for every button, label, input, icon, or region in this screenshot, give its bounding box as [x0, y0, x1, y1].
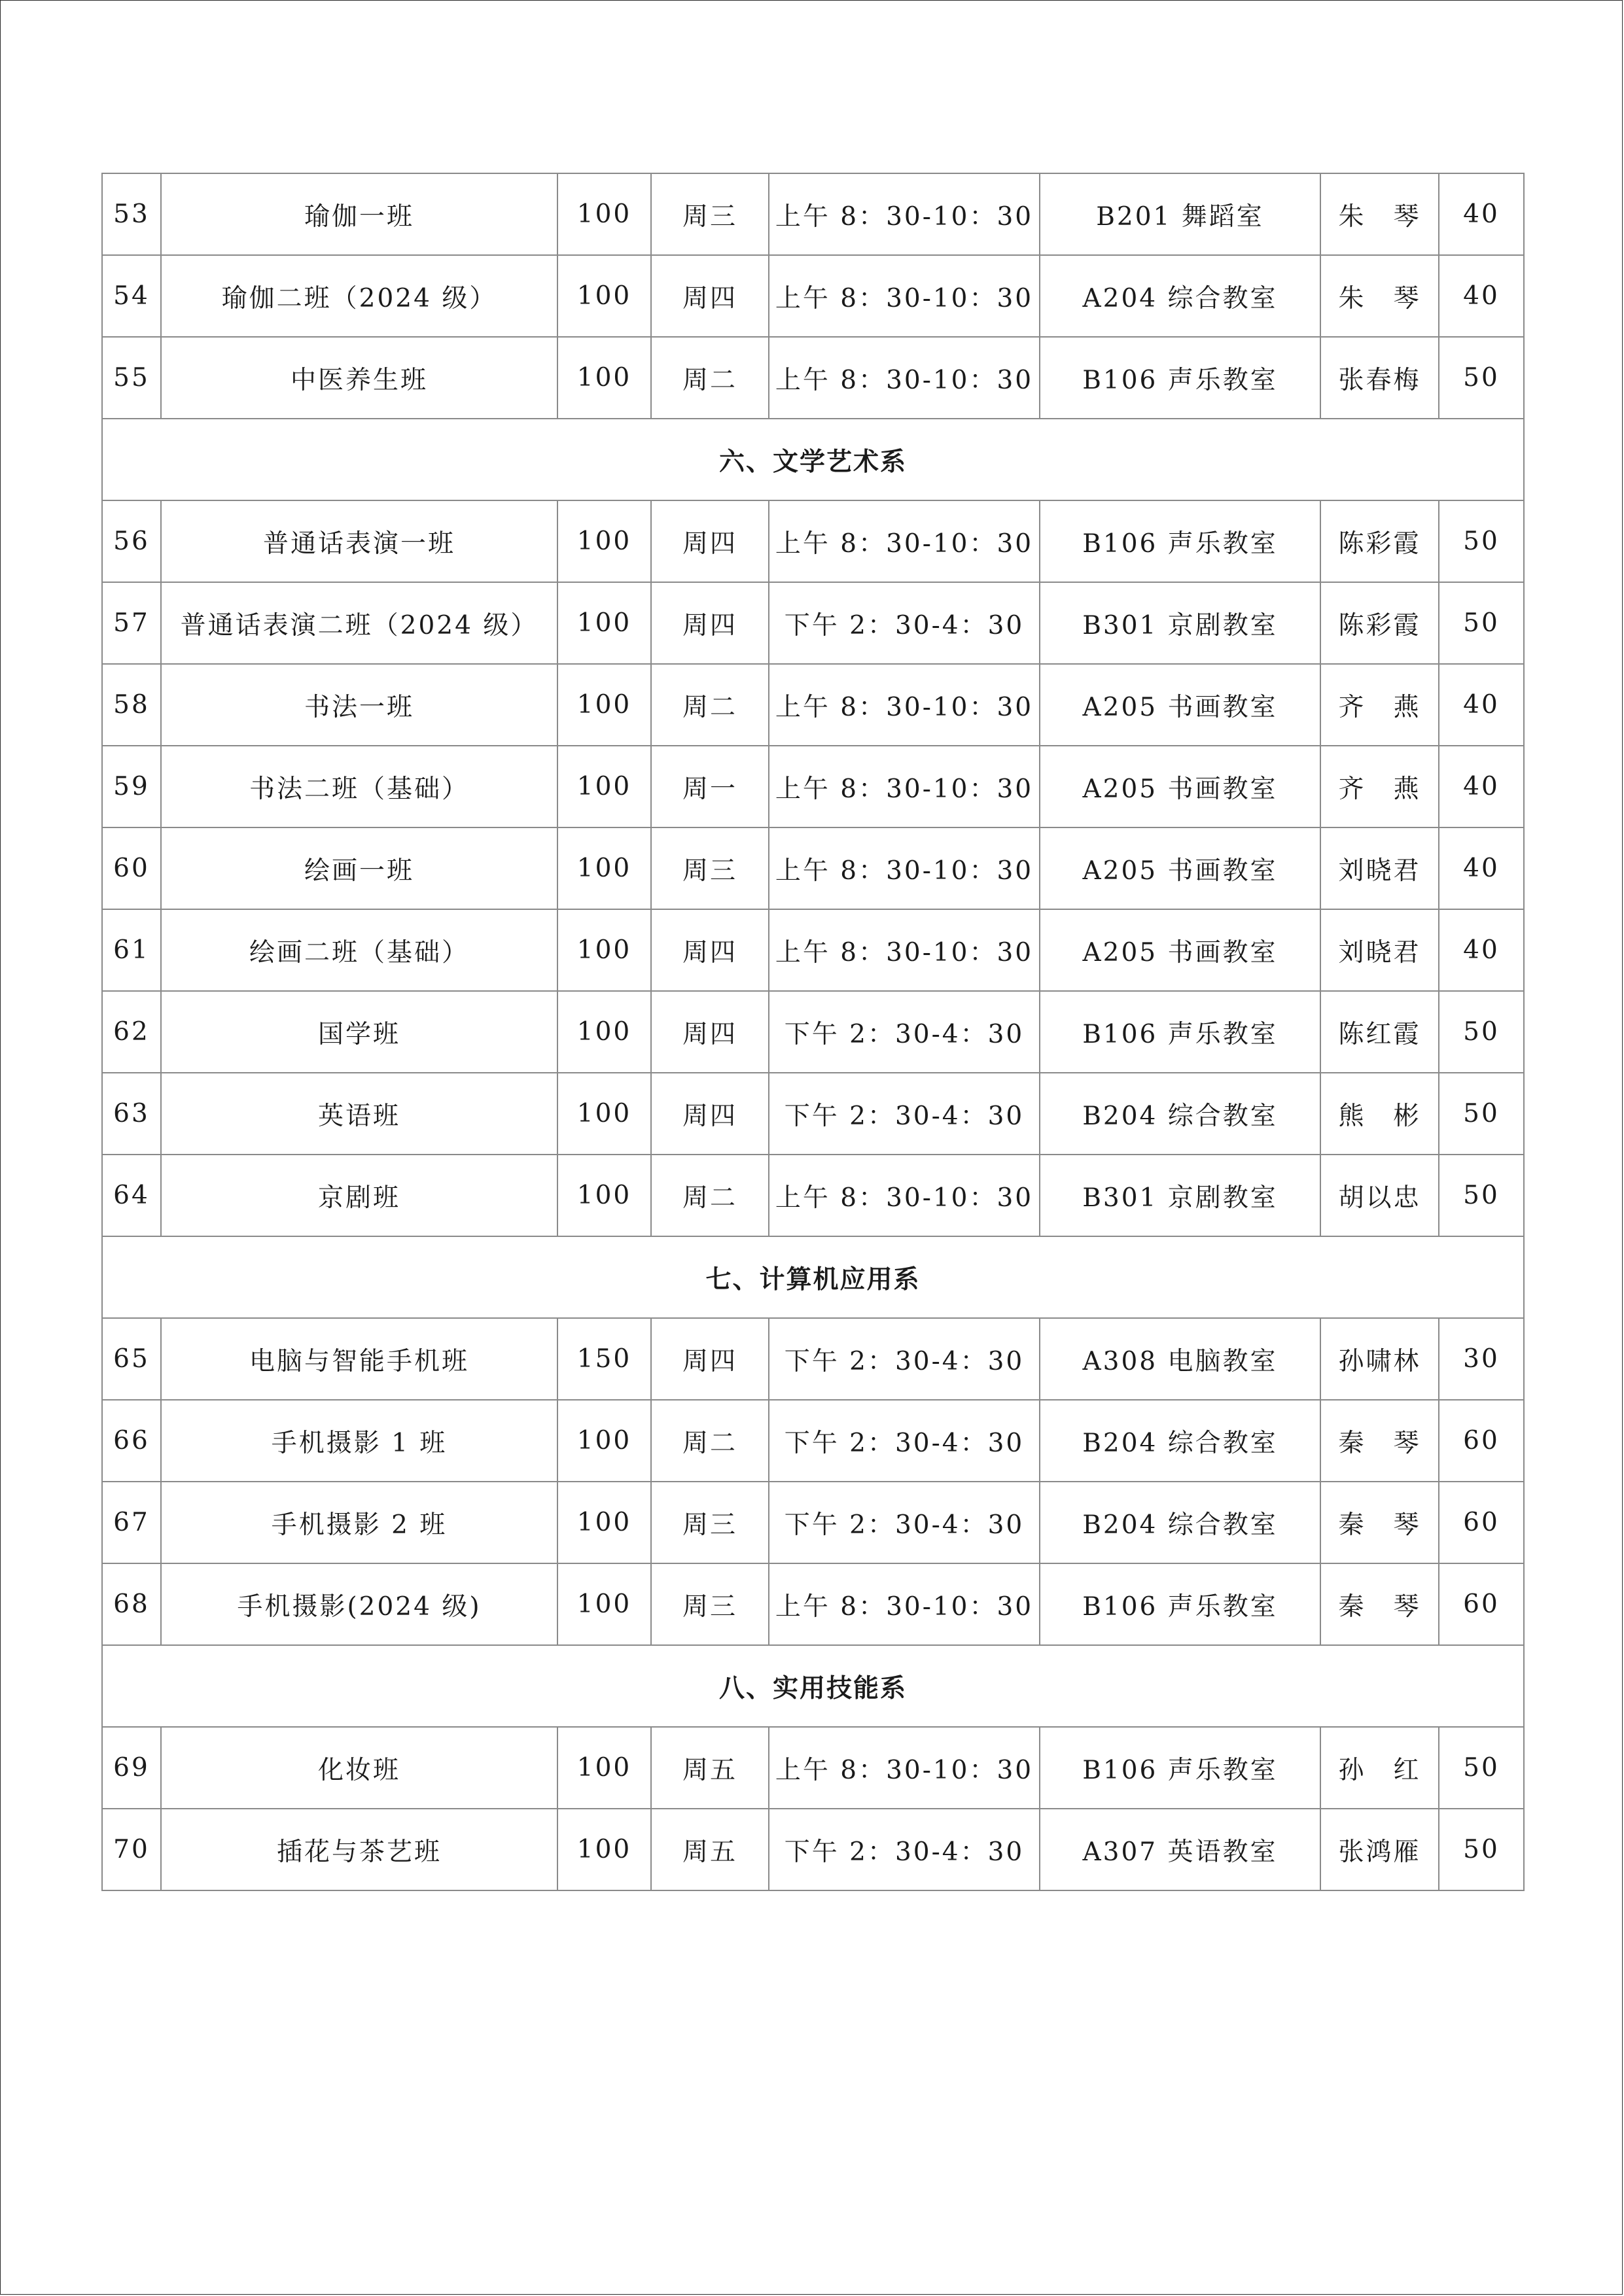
- course-row: [102, 1073, 1524, 1155]
- course-fee-cell: 100: [557, 1482, 651, 1563]
- course-time-cell: 下午 2：30-4：30: [769, 1073, 1040, 1155]
- course-fee-cell: 150: [557, 1318, 651, 1400]
- course-day-cell: 周一: [651, 746, 769, 827]
- course-row: [102, 1482, 1524, 1563]
- course-day-cell: 周三: [651, 173, 769, 255]
- course-teacher-cell: 孙 红: [1320, 1727, 1439, 1809]
- course-fee-cell: 100: [557, 1563, 651, 1645]
- course-teacher-cell: 刘晓君: [1320, 909, 1439, 991]
- course-teacher-cell: 朱 琴: [1320, 173, 1439, 255]
- course-day-cell: 周三: [651, 827, 769, 909]
- course-capacity-cell: 50: [1439, 500, 1524, 582]
- course-fee-cell: 100: [557, 1073, 651, 1155]
- course-room-cell: B301 京剧教室: [1040, 582, 1320, 664]
- course-row: [102, 337, 1524, 419]
- course-name-cell: 手机摄影 2 班: [161, 1482, 557, 1563]
- course-room-cell: B106 声乐教室: [1040, 337, 1320, 419]
- course-day-cell: 周二: [651, 1155, 769, 1236]
- course-teacher-cell: 齐 燕: [1320, 664, 1439, 746]
- course-day-cell: 周三: [651, 1482, 769, 1563]
- course-teacher-cell: 秦 琴: [1320, 1400, 1439, 1482]
- course-number-cell: 65: [102, 1318, 161, 1400]
- course-row: [102, 500, 1524, 582]
- course-number-cell: 62: [102, 991, 161, 1073]
- course-capacity-cell: 50: [1439, 337, 1524, 419]
- course-time-cell: 上午 8：30-10：30: [769, 500, 1040, 582]
- course-row: [102, 1400, 1524, 1482]
- course-number-cell: 55: [102, 337, 161, 419]
- course-name-cell: 插花与茶艺班: [161, 1809, 557, 1890]
- course-name-cell: 普通话表演二班（2024 级）: [161, 582, 557, 664]
- course-room-cell: B106 声乐教室: [1040, 1727, 1320, 1809]
- course-teacher-cell: 刘晓君: [1320, 827, 1439, 909]
- course-time-cell: 上午 8：30-10：30: [769, 664, 1040, 746]
- course-name-cell: 国学班: [161, 991, 557, 1073]
- course-fee-cell: 100: [557, 1400, 651, 1482]
- course-row: [102, 1563, 1524, 1645]
- course-room-cell: A307 英语教室: [1040, 1809, 1320, 1890]
- course-room-cell: A205 书画教室: [1040, 827, 1320, 909]
- course-capacity-cell: 50: [1439, 582, 1524, 664]
- course-room-cell: B106 声乐教室: [1040, 500, 1320, 582]
- course-capacity-cell: 60: [1439, 1482, 1524, 1563]
- course-fee-cell: 100: [557, 173, 651, 255]
- course-number-cell: 56: [102, 500, 161, 582]
- course-fee-cell: 100: [557, 1155, 651, 1236]
- course-name-cell: 电脑与智能手机班: [161, 1318, 557, 1400]
- course-time-cell: 下午 2：30-4：30: [769, 1482, 1040, 1563]
- course-time-cell: 上午 8：30-10：30: [769, 909, 1040, 991]
- course-row: [102, 746, 1524, 827]
- course-row: [102, 173, 1524, 255]
- course-teacher-cell: 胡以忠: [1320, 1155, 1439, 1236]
- course-name-cell: 绘画一班: [161, 827, 557, 909]
- course-capacity-cell: 40: [1439, 827, 1524, 909]
- course-fee-cell: 100: [557, 500, 651, 582]
- course-number-cell: 60: [102, 827, 161, 909]
- course-time-cell: 下午 2：30-4：30: [769, 1400, 1040, 1482]
- course-name-cell: 绘画二班（基础）: [161, 909, 557, 991]
- course-time-cell: 上午 8：30-10：30: [769, 173, 1040, 255]
- course-name-cell: 化妆班: [161, 1727, 557, 1809]
- course-room-cell: B204 综合教室: [1040, 1482, 1320, 1563]
- section-header-row: [102, 419, 1524, 500]
- course-fee-cell: 100: [557, 255, 651, 337]
- course-day-cell: 周四: [651, 582, 769, 664]
- course-capacity-cell: 40: [1439, 746, 1524, 827]
- course-capacity-cell: 30: [1439, 1318, 1524, 1400]
- course-day-cell: 周二: [651, 337, 769, 419]
- course-teacher-cell: 朱 琴: [1320, 255, 1439, 337]
- course-number-cell: 58: [102, 664, 161, 746]
- course-name-cell: 普通话表演一班: [161, 500, 557, 582]
- course-time-cell: 下午 2：30-4：30: [769, 1318, 1040, 1400]
- course-name-cell: 中医养生班: [161, 337, 557, 419]
- course-room-cell: A308 电脑教室: [1040, 1318, 1320, 1400]
- course-row: [102, 582, 1524, 664]
- course-capacity-cell: 40: [1439, 255, 1524, 337]
- course-row: [102, 909, 1524, 991]
- course-teacher-cell: 张春梅: [1320, 337, 1439, 419]
- course-number-cell: 54: [102, 255, 161, 337]
- course-fee-cell: 100: [557, 1809, 651, 1890]
- course-room-cell: A205 书画教室: [1040, 909, 1320, 991]
- course-number-cell: 68: [102, 1563, 161, 1645]
- course-number-cell: 67: [102, 1482, 161, 1563]
- section-header-row: [102, 1236, 1524, 1318]
- course-teacher-cell: 张鸿雁: [1320, 1809, 1439, 1890]
- course-room-cell: B106 声乐教室: [1040, 1563, 1320, 1645]
- course-fee-cell: 100: [557, 991, 651, 1073]
- course-time-cell: 上午 8：30-10：30: [769, 255, 1040, 337]
- course-capacity-cell: 50: [1439, 1727, 1524, 1809]
- course-teacher-cell: 陈红霞: [1320, 991, 1439, 1073]
- course-name-cell: 瑜伽一班: [161, 173, 557, 255]
- section-title: 八、实用技能系: [102, 1645, 1524, 1727]
- course-row: [102, 1155, 1524, 1236]
- course-day-cell: 周四: [651, 1073, 769, 1155]
- course-day-cell: 周五: [651, 1727, 769, 1809]
- course-name-cell: 英语班: [161, 1073, 557, 1155]
- course-fee-cell: 100: [557, 827, 651, 909]
- course-schedule-body: [102, 173, 1524, 1890]
- course-teacher-cell: 孙啸林: [1320, 1318, 1439, 1400]
- course-row: [102, 1809, 1524, 1890]
- course-fee-cell: 100: [557, 909, 651, 991]
- course-name-cell: 手机摄影 1 班: [161, 1400, 557, 1482]
- course-teacher-cell: 陈彩霞: [1320, 500, 1439, 582]
- course-room-cell: A205 书画教室: [1040, 664, 1320, 746]
- course-time-cell: 上午 8：30-10：30: [769, 1155, 1040, 1236]
- course-time-cell: 上午 8：30-10：30: [769, 1563, 1040, 1645]
- course-capacity-cell: 50: [1439, 991, 1524, 1073]
- course-day-cell: 周四: [651, 991, 769, 1073]
- course-day-cell: 周四: [651, 500, 769, 582]
- course-number-cell: 66: [102, 1400, 161, 1482]
- course-number-cell: 53: [102, 173, 161, 255]
- section-header-row: [102, 1645, 1524, 1727]
- course-capacity-cell: 60: [1439, 1563, 1524, 1645]
- course-fee-cell: 100: [557, 337, 651, 419]
- course-name-cell: 书法二班（基础）: [161, 746, 557, 827]
- course-time-cell: 下午 2：30-4：30: [769, 1809, 1040, 1890]
- course-capacity-cell: 50: [1439, 1155, 1524, 1236]
- course-capacity-cell: 50: [1439, 1073, 1524, 1155]
- course-room-cell: B204 综合教室: [1040, 1073, 1320, 1155]
- course-teacher-cell: 秦 琴: [1320, 1482, 1439, 1563]
- course-teacher-cell: 熊 彬: [1320, 1073, 1439, 1155]
- course-name-cell: 瑜伽二班（2024 级）: [161, 255, 557, 337]
- course-fee-cell: 100: [557, 1727, 651, 1809]
- course-room-cell: B204 综合教室: [1040, 1400, 1320, 1482]
- course-room-cell: B106 声乐教室: [1040, 991, 1320, 1073]
- course-day-cell: 周三: [651, 1563, 769, 1645]
- course-number-cell: 63: [102, 1073, 161, 1155]
- course-number-cell: 61: [102, 909, 161, 991]
- course-fee-cell: 100: [557, 746, 651, 827]
- course-capacity-cell: 40: [1439, 173, 1524, 255]
- course-time-cell: 上午 8：30-10：30: [769, 1727, 1040, 1809]
- course-teacher-cell: 齐 燕: [1320, 746, 1439, 827]
- course-row: [102, 827, 1524, 909]
- course-row: [102, 1318, 1524, 1400]
- course-day-cell: 周二: [651, 664, 769, 746]
- course-number-cell: 57: [102, 582, 161, 664]
- course-name-cell: 手机摄影(2024 级): [161, 1563, 557, 1645]
- course-teacher-cell: 秦 琴: [1320, 1563, 1439, 1645]
- course-number-cell: 59: [102, 746, 161, 827]
- course-fee-cell: 100: [557, 664, 651, 746]
- course-row: [102, 664, 1524, 746]
- course-day-cell: 周五: [651, 1809, 769, 1890]
- course-capacity-cell: 50: [1439, 1809, 1524, 1890]
- course-fee-cell: 100: [557, 582, 651, 664]
- course-name-cell: 京剧班: [161, 1155, 557, 1236]
- course-teacher-cell: 陈彩霞: [1320, 582, 1439, 664]
- course-time-cell: 下午 2：30-4：30: [769, 991, 1040, 1073]
- course-row: [102, 991, 1524, 1073]
- course-time-cell: 下午 2：30-4：30: [769, 582, 1040, 664]
- section-title: 七、计算机应用系: [102, 1236, 1524, 1318]
- course-room-cell: B201 舞蹈室: [1040, 173, 1320, 255]
- section-title: 六、文学艺术系: [102, 419, 1524, 500]
- course-row: [102, 1727, 1524, 1809]
- course-row: [102, 255, 1524, 337]
- course-name-cell: 书法一班: [161, 664, 557, 746]
- course-day-cell: 周四: [651, 1318, 769, 1400]
- course-room-cell: A204 综合教室: [1040, 255, 1320, 337]
- course-day-cell: 周四: [651, 255, 769, 337]
- course-schedule-table: [101, 173, 1525, 1891]
- course-capacity-cell: 40: [1439, 909, 1524, 991]
- course-number-cell: 69: [102, 1727, 161, 1809]
- course-room-cell: B301 京剧教室: [1040, 1155, 1320, 1236]
- course-time-cell: 上午 8：30-10：30: [769, 337, 1040, 419]
- course-room-cell: A205 书画教室: [1040, 746, 1320, 827]
- course-capacity-cell: 40: [1439, 664, 1524, 746]
- course-number-cell: 70: [102, 1809, 161, 1890]
- course-time-cell: 上午 8：30-10：30: [769, 827, 1040, 909]
- course-capacity-cell: 60: [1439, 1400, 1524, 1482]
- course-day-cell: 周二: [651, 1400, 769, 1482]
- course-day-cell: 周四: [651, 909, 769, 991]
- course-number-cell: 64: [102, 1155, 161, 1236]
- course-time-cell: 上午 8：30-10：30: [769, 746, 1040, 827]
